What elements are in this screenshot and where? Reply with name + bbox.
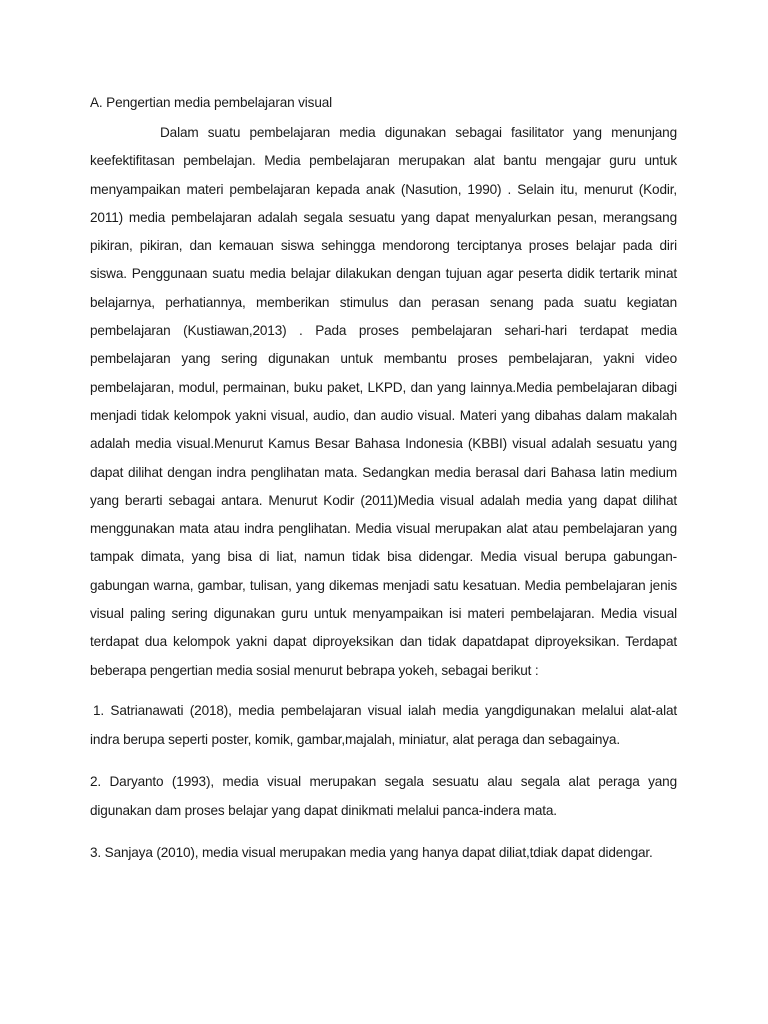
document-content [90, 92, 677, 880]
list-item: 3. Sanjaya (2010), media visual merupakan media yang hanya dapat diliat,tdiak dapat didengar. [90, 844, 653, 860]
list-item: 1. Satrianawati (2018), media pembelajaran visual ialah media yangdigunakan melalui alat-alat indra berupa seperti poster, komik, gambar,majalah, miniatur, alat peraga dan sebagainya. [90, 702, 677, 747]
list-item: 2. Daryanto (1993), media visual merupakan segala sesuatu alau segala alat peraga yang digunakan dam proses belajar yang dapat dinikmati melalui panca-indera mata. [90, 773, 677, 818]
section-heading: A. Pengertian media pembelajaran visual [90, 95, 333, 110]
body-paragraph: Dalam suatu pembelajaran media digunakan sebagai fasilitator yang menunjang keefektifitasan pembelajan. Media pembelajaran merupakan alat bantu mengajar guru untuk menyampaikan materi pembelajaran kepada anak (Nasution, 1990) . Selain itu, menurut (Kodir, 2011) media pembelajaran adalah segala sesuatu yang dapat menyalurkan pesan, merangsang pikiran, pikiran, dan kemauan siswa sehingga mendorong terciptanya proses belajar pada diri siswa. Penggunaan suatu media belajar dilakukan dengan tujuan agar peserta didik tertarik minat belajarnya, perhatiannya, memberikan stimulus dan perasan senang pada suatu kegiatan pembelajaran (Kustiawan,2013) . Pada proses pembelajaran sehari-hari terdapat media pembelajaran yang sering digunakan untuk membantu proses pembelajaran, yakni video pembelajaran, modul, permainan, buku paket, LKPD, dan yang lainnya.Media pembelajaran dibagi menjadi tidak kelompok yakni visual, audio, dan audio visual. Materi yang dibahas dalam makalah adalah media visual.Menurut Kamus Besar Bahasa Indonesia (KBBI) visual adalah sesuatu yang dapat dilihat dengan indra penglihatan mata. Sedangkan media berasal dari Bahasa latin medium yang berarti sebagai antara. Menurut Kodir (2011)Media visual adalah media yang dapat dilihat menggunakan mata atau indra penglihatan. Media visual merupakan alat atau pembelajaran yang tampak dimata, yang bisa di liat, namun tidak bisa didengar. Media visual berupa gabungan-gabungan warna, gambar, tulisan, yang dikemas menjadi satu kesatuan. Media pembelajaran jenis visual paling sering digunakan guru untuk menyampaikan isi materi pembelajaran. Media visual terdapat dua kelompok yakni dapat diproyeksikan dan tidak dapatdapat diproyeksikan. Terdapat beberapa pengertian media sosial menurut bebrapa yokeh, sebagai berikut : [90, 125, 677, 678]
definition-list [90, 696, 677, 867]
